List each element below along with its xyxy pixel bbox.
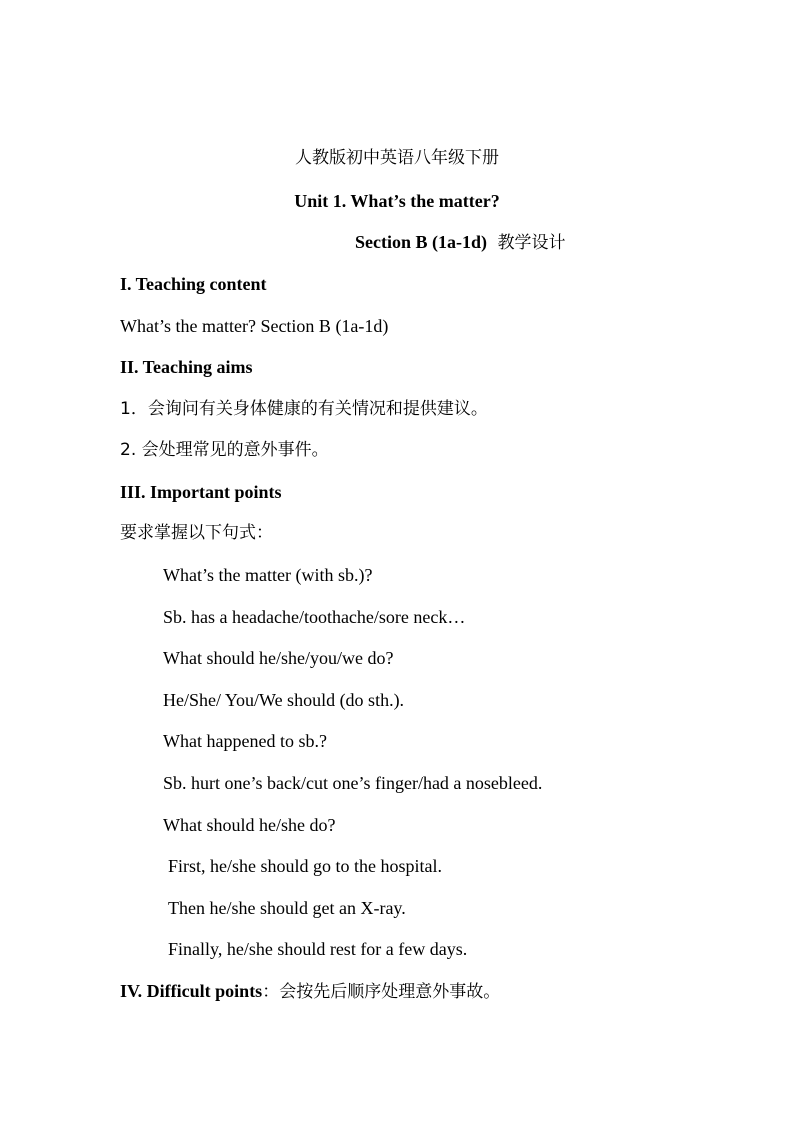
important-points-heading: III. Important points: [120, 482, 282, 502]
textbook-title: 人教版初中英语八年级下册: [295, 148, 499, 168]
teaching-content-heading: I. Teaching content: [120, 274, 267, 294]
important-points-intro: 要求掌握以下句式：: [120, 523, 273, 543]
teaching-aim-2: 2. 会处理常见的意外事件。: [120, 440, 329, 460]
sentence-pattern: What should he/she/you/we do?: [163, 648, 394, 668]
sentence-pattern: Finally, he/she should rest for a few days.: [168, 939, 468, 959]
sentence-pattern: Sb. hurt one’s back/cut one’s finger/had a nosebleed.: [163, 773, 543, 793]
teaching-aims-heading: II. Teaching aims: [120, 357, 253, 377]
sentence-pattern: What happened to sb.?: [163, 731, 327, 751]
sentence-pattern: Sb. has a headache/toothache/sore neck…: [163, 607, 466, 627]
section-title: [355, 231, 566, 254]
difficult-points: [120, 980, 500, 1003]
sentence-pattern: First, he/she should go to the hospital.: [168, 856, 442, 876]
sentence-pattern: What should he/she do?: [163, 815, 336, 835]
sentence-pattern: He/She/ You/We should (do sth.).: [163, 690, 405, 710]
sentence-pattern: Then he/she should get an X-ray.: [168, 898, 406, 918]
difficult-points-heading: IV. Difficult points: [120, 981, 263, 1001]
section-title-text: Section B (1a-1d): [355, 232, 487, 252]
teaching-content-text: What’s the matter? Section B (1a-1d): [120, 316, 389, 336]
teaching-aim-1: 1．会询问有关身体健康的有关情况和提供建议。: [120, 399, 488, 419]
unit-title: Unit 1. What’s the matter?: [294, 191, 500, 211]
sentence-pattern: What’s the matter (with sb.)?: [163, 565, 373, 585]
section-title-suffix: 教学设计: [497, 233, 566, 253]
difficult-points-text: ：会按先后顺序处理意外事故。: [262, 982, 501, 1002]
